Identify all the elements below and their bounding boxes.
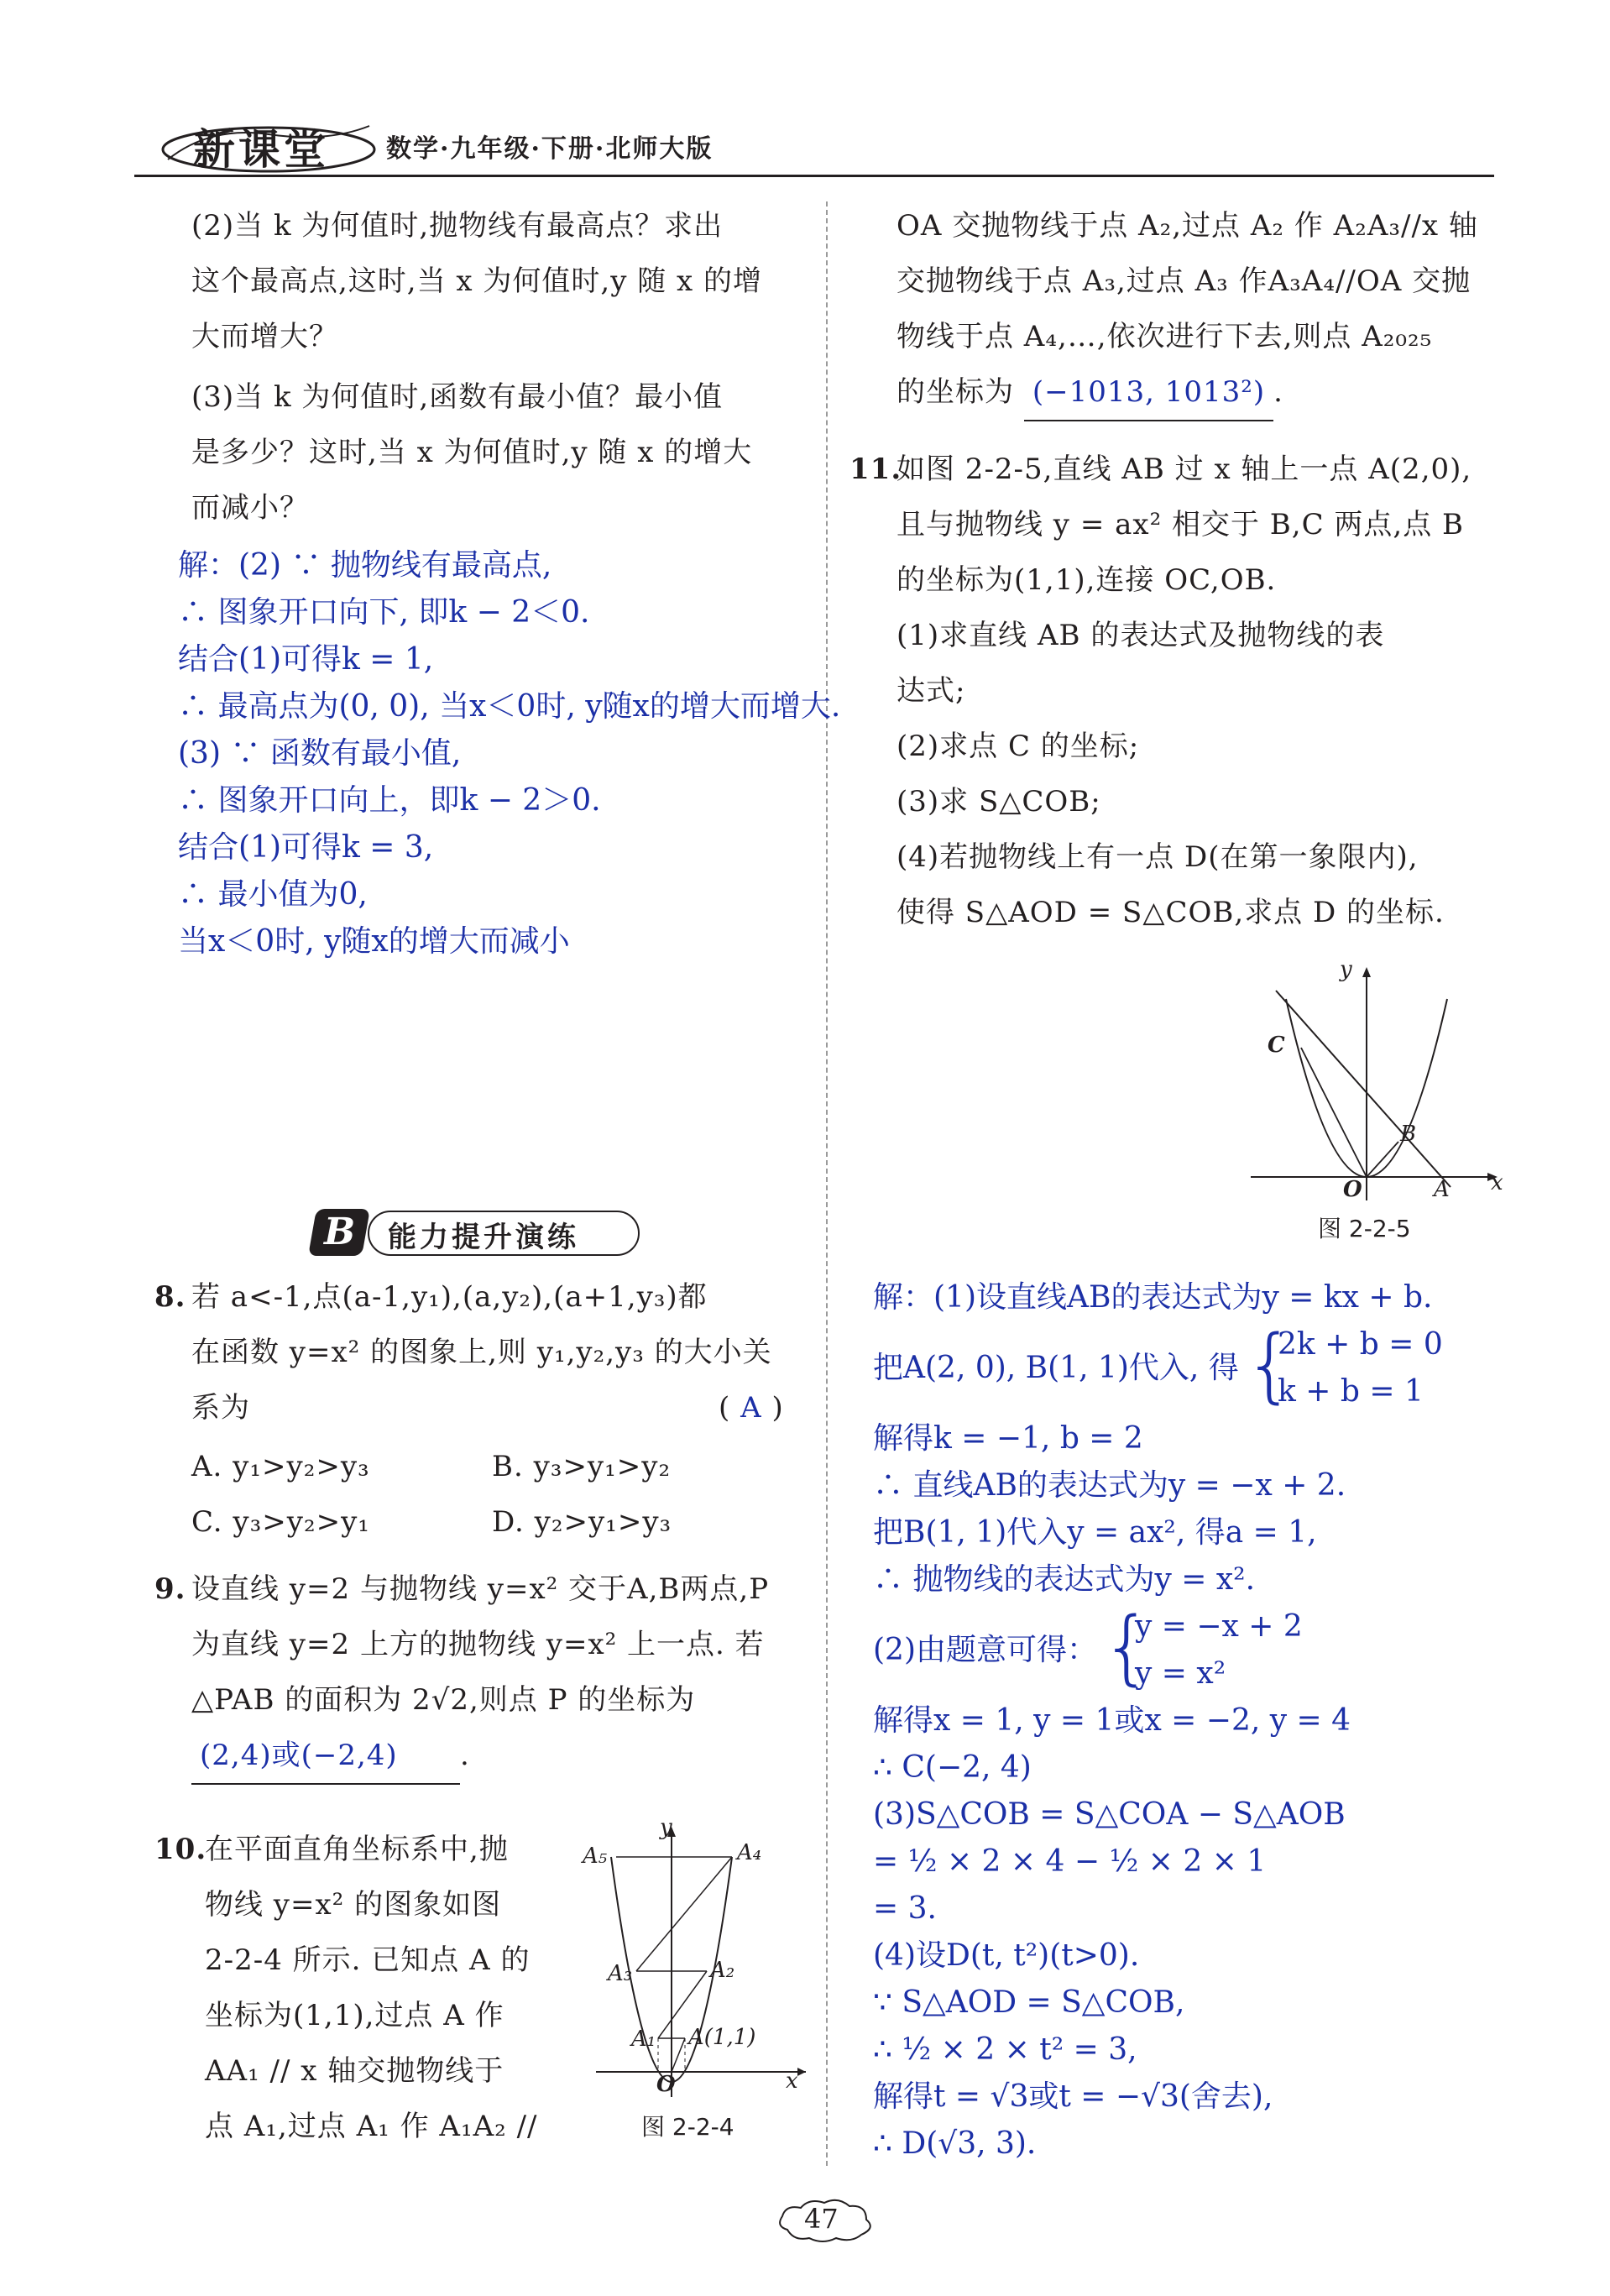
header-subtitle: 数学·九年级·下册·北师大版 [386,134,714,164]
solution-text: 把A(2, 0), B(1, 1)代入, 得 [873,1351,1239,1385]
text-line: 大而增大？ [191,320,338,353]
axis-label-x: x [1491,1170,1503,1195]
solution-system-2 [873,1600,1433,1697]
parabola-figure-225 [1242,957,1511,1209]
q10-continuation [896,198,1478,421]
option-d: D. y₂>y₁>y₃ [492,1505,672,1539]
answer-value: A [740,1391,762,1425]
solution-line: 解得x = 1, y = 1或x = −2, y = 4 [873,1703,1351,1738]
section-letter: B [324,1211,356,1253]
text-line: 坐标为(1,1),过点 A 作 [205,1999,504,2032]
solution-line: = 3. [873,1891,937,1926]
solution-line: ∴ 最小值为0, [178,877,368,912]
solution-line: ∴ 图象开口向上，即k − 2＞0. [178,783,601,818]
text-line: (2)当 k 为何值时,抛物线有最高点？求出 [191,209,724,243]
option-a: A. y₁>y₂>y₃ [191,1450,370,1483]
section-title: 能力提升演练 [388,1221,579,1254]
text-fragment: 的坐标为 [896,375,1014,409]
header [134,109,1494,185]
section-banner [312,1209,648,1259]
solution-line: ∴ 抛物线的表达式为y = x². [873,1562,1256,1597]
q7-solution [178,542,840,965]
solution-line: ∵ S△AOD = S△COB, [873,1985,1185,2020]
text-line: 在平面直角坐标系中,抛 [205,1833,509,1866]
solution-line: ∴ 直线AB的表达式为y = −x + 2. [873,1468,1346,1503]
solution-line: ∴ 最高点为(0, 0), 当x＜0时, y随x的增大而增大. [178,689,841,724]
axis-label-y: y [660,1815,672,1840]
text-line: 使得 S△AOD = S△COB,求点 D 的坐标. [896,896,1445,929]
text-line: (2)求点 C 的坐标; [896,730,1140,763]
figure-caption: 图 2-2-5 [1318,1215,1411,1242]
equation-line: y = −x + 2 [1135,1609,1303,1644]
point-label-a4: A₄ [737,1840,762,1865]
point-label-a2: A₂ [710,1958,735,1983]
solution-line: 结合(1)可得k = 3, [178,830,434,865]
text-line: 2-2-4 所示. 已知点 A 的 [205,1943,531,1977]
text-line: 达式; [896,674,966,708]
figure-2-2-4 [579,1815,823,2156]
equation-line: y = x² [1135,1656,1226,1691]
text-line: 且与抛物线 y = ax² 相交于 B,C 两点,点 B [896,508,1465,541]
brand-logo [159,109,378,176]
solution-line: (3)S△COB = S△COA − S△AOB [873,1797,1346,1832]
text-line: (4)若抛物线上有一点 D(在第一象限内), [896,840,1419,874]
solution-line: ∴ D(√3, 3). [873,2126,1037,2161]
column-divider [826,201,828,2166]
solution-system-1 [873,1318,1443,1415]
axis-label-x: x [786,2068,798,2094]
text-line: 系为 [191,1391,250,1425]
text-line: 为直线 y=2 上方的抛物线 y=x² 上一点. 若 [191,1628,765,1661]
option-b: B. y₃>y₁>y₂ [492,1450,672,1483]
solution-line: ∴ ½ × 2 × t² = 3, [873,2032,1137,2067]
axis-label-y: y [1340,957,1352,982]
left-brace: { [1101,1600,1153,1694]
point-label-a5: A₅ [583,1844,608,1869]
text-line: 在函数 y=x² 的图象上,则 y₁,y₂,y₃ 的大小关 [191,1336,772,1369]
solution-line: 结合(1)可得k = 1, [178,642,434,677]
page-number-badge [771,2196,880,2246]
text-line: (1)求直线 AB 的表达式及抛物线的表 [896,619,1385,652]
text-line: 的坐标为(1,1),连接 OC,OB. [896,563,1277,597]
q7-part3 [191,369,752,536]
text-line: 点 A₁,过点 A₁ 作 A₁A₂ // [205,2110,538,2143]
text-line: 如图 2-2-5,直线 AB 过 x 轴上一点 A(2,0), [896,452,1472,486]
text-line: AA₁ // x 轴交抛物线于 [205,2054,504,2088]
equation-line: k + b = 1 [1278,1374,1424,1409]
option-c: C. y₃>y₂>y₁ [191,1505,370,1539]
point-label-a3: A₃ [608,1961,633,1986]
figure-caption: 图 2-2-4 [641,2113,734,2141]
question-body [205,1822,538,2154]
text-line: 物线于点 A₄,…,依次进行下去,则点 A₂₀₂₅ [896,320,1433,353]
text-line: 的坐标为 (−1013, 1013²) . [896,364,1478,421]
point-label-a: A [1434,1177,1450,1202]
solution-line: 当x＜0时, y随x的增大而减小 [178,924,570,959]
text-line: (3)求 S△COB; [896,785,1101,819]
q7-part2 [191,198,762,364]
figure-2-2-5 [1242,957,1511,1259]
left-brace: { [1244,1318,1296,1412]
answer-blank: (−1013, 1013²) [1024,364,1273,421]
point-label-a: A(1,1) [688,2025,756,2050]
text-line: (3)当 k 为何值时,函数有最小值？最小值 [191,380,724,414]
solution-text: (2)由题意可得： [873,1633,1097,1667]
solution-line: (3) ∵ 函数有最小值, [178,736,462,771]
point-label-b: B [1400,1122,1417,1147]
question-body [896,442,1471,940]
question-number: 8. [154,1280,186,1314]
solution-line: 解：(1)设直线AB的表达式为y = kx + b. [873,1280,1433,1315]
text-line: 物线 y=x² 的图象如图 [205,1888,502,1922]
solution-line: 把B(1, 1)代入y = ax², 得a = 1, [873,1515,1317,1550]
question-body [191,1269,772,1436]
question-number: 10. [154,1833,207,1866]
solution-line: ∴ 图象开口向下, 即k − 2＜0. [178,595,590,630]
question-number: 9. [154,1572,186,1606]
solution-line: 解得t = √3或t = −√3(舍去), [873,2079,1273,2114]
point-label-a1: A₁ [631,2027,656,2052]
header-rule [134,175,1494,177]
text-line: 交抛物线于点 A₃,过点 A₃ 作A₃A₄//OA 交抛 [896,264,1471,298]
text-line: 这个最高点,这时,当 x 为何值时,y 随 x 的增 [191,264,763,298]
equation-line: 2k + b = 0 [1278,1327,1443,1362]
q11-solution [873,1274,1443,2168]
text-line: 设直线 y=2 与抛物线 y=x² 交于A,B两点,P [191,1572,770,1606]
brand-title: 新课堂 [193,124,329,174]
answer-line: (2,4)或(−2,4) . [191,1728,769,1785]
solution-line: 解：(2) ∵ 抛物线有最高点, [178,548,552,583]
text-line: 若 a<-1,点(a-1,y₁),(a,y₂),(a+1,y₃)都 [191,1280,708,1314]
solution-line: = ½ × 2 × 4 − ½ × 2 × 1 [873,1844,1267,1879]
text-line: 而减小？ [191,491,309,525]
solution-line: 解得k = −1, b = 2 [873,1421,1143,1456]
answer-paren: ( A ) [719,1391,784,1425]
text-line: OA 交抛物线于点 A₂,过点 A₂ 作 A₂A₃//x 轴 [896,209,1478,243]
text-line: 是多少？这时,当 x 为何值时,y 随 x 的增大 [191,436,753,469]
solution-line: ∴ C(−2, 4) [873,1750,1032,1785]
origin-label: O [656,2072,676,2097]
question-number: 11. [849,452,902,486]
point-label-c: C [1268,1033,1285,1058]
page-number: 47 [804,2203,839,2235]
solution-line: (4)设D(t, t²)(t>0). [873,1938,1140,1973]
question-body [191,1561,769,1785]
answer-blank: (2,4)或(−2,4) [191,1728,460,1785]
origin-label: O [1343,1177,1362,1202]
text-line: △PAB 的面积为 2√2,则点 P 的坐标为 [191,1683,696,1717]
